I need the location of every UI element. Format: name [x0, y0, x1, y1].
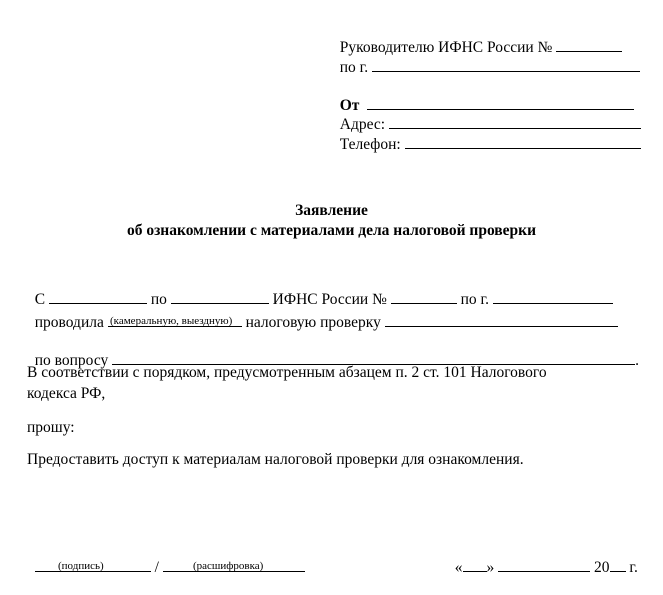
- document-subtitle: об ознакомлении с материалами дела налоговой проверки: [126, 222, 537, 239]
- from-date-label: С: [34, 291, 46, 308]
- legal-basis-line2: кодекса РФ,: [27, 385, 106, 402]
- signature-slash: /: [154, 559, 159, 576]
- date-quote-open: «: [454, 559, 463, 576]
- decoding-hint: (расшифровка): [193, 560, 264, 572]
- date-quote-close: »: [486, 559, 495, 576]
- day-field[interactable]: [463, 557, 487, 572]
- ifns-label: ИФНС России №: [272, 291, 387, 308]
- check-details-field[interactable]: [385, 312, 618, 327]
- date-line: [447, 537, 638, 578]
- year-prefix: 20: [594, 559, 610, 576]
- recipient-city-field[interactable]: [372, 57, 640, 72]
- conducted-label: проводила: [34, 314, 104, 331]
- legal-basis-line1: В соответствии с порядком, предусмотренным абзацем п. 2 ст. 101 Налогового: [27, 364, 547, 381]
- year-suffix: г.: [629, 559, 638, 576]
- tax-check-label: налоговую проверку: [245, 314, 381, 331]
- document-title: Заявление: [295, 202, 368, 219]
- year-field[interactable]: [610, 557, 626, 572]
- signature-hint: (подпись): [58, 560, 104, 572]
- header-city: [332, 37, 640, 78]
- month-field[interactable]: [498, 557, 590, 572]
- request-text: Предоставить доступ к материалам налоговой проверки для ознакомления.: [27, 451, 524, 468]
- to-date-label: по: [150, 291, 167, 308]
- city-label: по г.: [339, 59, 369, 76]
- phone-label: Телефон:: [339, 136, 401, 153]
- recipient-label: Руководителю ИФНС России №: [339, 39, 553, 56]
- question-dot: .: [635, 352, 639, 369]
- check-type-hint: (камеральную, выездную): [110, 315, 233, 327]
- question-label: по вопросу: [34, 352, 109, 369]
- address-label: Адрес:: [339, 116, 386, 133]
- body-city-label: по г.: [460, 291, 490, 308]
- header-phone: [332, 114, 641, 155]
- phone-field[interactable]: [405, 134, 641, 149]
- from-label: От: [339, 97, 360, 114]
- request-label: прошу:: [27, 419, 75, 436]
